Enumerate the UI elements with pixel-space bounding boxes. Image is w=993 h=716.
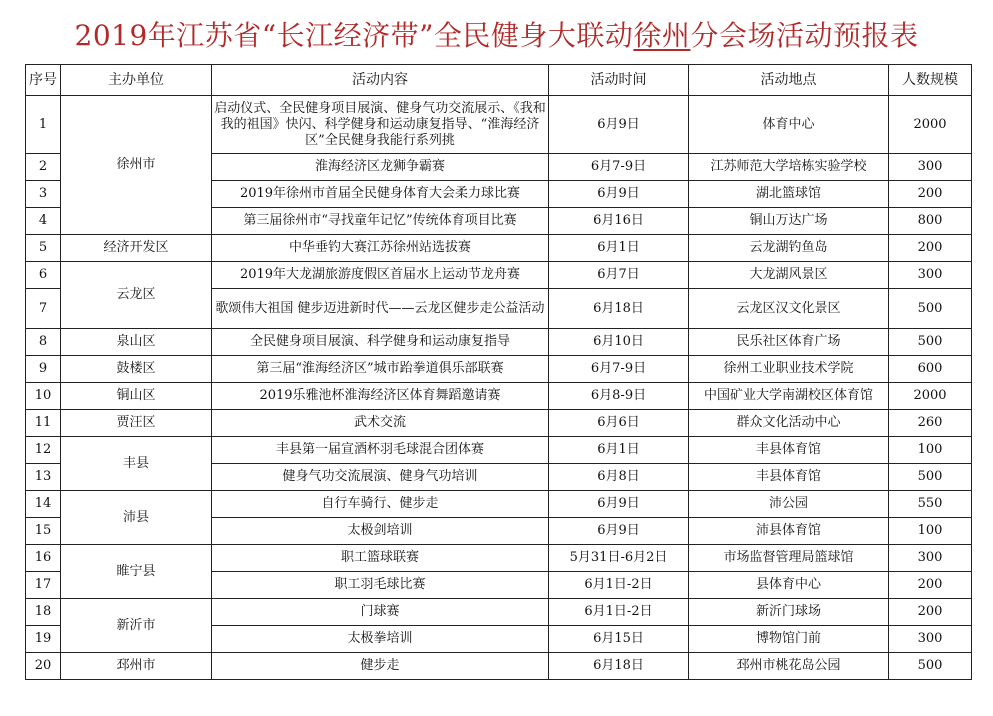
row-no: 6: [26, 262, 61, 289]
row-time: 6月18日: [549, 653, 689, 680]
row-no: 10: [26, 383, 61, 410]
row-content: 职工羽毛球比赛: [212, 572, 549, 599]
row-place: 大龙湖风景区: [689, 262, 889, 289]
row-place: 云龙湖钓鱼岛: [689, 235, 889, 262]
row-content: 门球赛: [212, 599, 549, 626]
row-size: 300: [889, 545, 972, 572]
row-content: 淮海经济区龙狮争霸赛: [212, 154, 549, 181]
row-place: 博物馆门前: [689, 626, 889, 653]
row-time: 6月1日-2日: [549, 572, 689, 599]
page-title: 2019年江苏省“长江经济带”全民健身大联动徐州分会场活动预报表: [74, 19, 919, 52]
host-cell: 鼓楼区: [61, 356, 212, 383]
row-time: 6月10日: [549, 329, 689, 356]
row-size: 2000: [889, 96, 972, 154]
row-content: 职工篮球联赛: [212, 545, 549, 572]
table-row: [26, 653, 972, 680]
row-time: 6月7日: [549, 262, 689, 289]
row-content: 第三届徐州市“寻找童年记忆”传统体育项目比赛: [212, 208, 549, 235]
host-cell: 泉山区: [61, 329, 212, 356]
row-size: 100: [889, 518, 972, 545]
row-time: 6月15日: [549, 626, 689, 653]
row-no: 16: [26, 545, 61, 572]
row-no: 11: [26, 410, 61, 437]
row-content: 中华垂钓大赛江苏徐州站选拔赛: [212, 235, 549, 262]
table-row: [26, 383, 972, 410]
row-time: 6月7-9日: [549, 154, 689, 181]
row-no: 1: [26, 96, 61, 154]
row-place: 丰县体育馆: [689, 464, 889, 491]
header-host: 主办单位: [61, 65, 212, 96]
row-time: 6月16日: [549, 208, 689, 235]
row-no: 18: [26, 599, 61, 626]
host-cell: 云龙区: [61, 262, 212, 329]
row-size: 200: [889, 181, 972, 208]
row-size: 550: [889, 491, 972, 518]
row-no: 19: [26, 626, 61, 653]
host-cell: 睢宁县: [61, 545, 212, 599]
row-no: 7: [26, 289, 61, 329]
header-size: 人数规模: [889, 65, 972, 96]
row-place: 县体育中心: [689, 572, 889, 599]
row-place: 沛县体育馆: [689, 518, 889, 545]
row-place: 体育中心: [689, 96, 889, 154]
row-no: 20: [26, 653, 61, 680]
row-no: 2: [26, 154, 61, 181]
table-row: [26, 329, 972, 356]
header-row: [26, 65, 972, 96]
row-time: 6月6日: [549, 410, 689, 437]
row-no: 4: [26, 208, 61, 235]
row-place: 江苏师范大学培栋实验学校: [689, 154, 889, 181]
row-time: 6月9日: [549, 491, 689, 518]
table-row: [26, 356, 972, 383]
row-no: 12: [26, 437, 61, 464]
row-size: 500: [889, 329, 972, 356]
row-no: 14: [26, 491, 61, 518]
header-time: 活动时间: [549, 65, 689, 96]
host-cell: 沛县: [61, 491, 212, 545]
row-size: 100: [889, 437, 972, 464]
table-row: [26, 599, 972, 626]
host-cell: 铜山区: [61, 383, 212, 410]
row-place: 铜山万达广场: [689, 208, 889, 235]
table-row: [26, 491, 972, 518]
header-place: 活动地点: [689, 65, 889, 96]
row-content: 健步走: [212, 653, 549, 680]
activity-table: [25, 64, 972, 680]
row-content: 2019年徐州市首届全民健身体育大会柔力球比赛: [212, 181, 549, 208]
row-size: 300: [889, 154, 972, 181]
row-time: 6月18日: [549, 289, 689, 329]
row-size: 600: [889, 356, 972, 383]
row-content: 全民健身项目展演、科学健身和运动康复指导: [212, 329, 549, 356]
host-cell: 邳州市: [61, 653, 212, 680]
row-time: 6月8日: [549, 464, 689, 491]
row-no: 5: [26, 235, 61, 262]
row-content: 歌颂伟大祖国 健步迈进新时代——云龙区健步走公益活动: [212, 289, 549, 329]
row-size: 260: [889, 410, 972, 437]
row-no: 9: [26, 356, 61, 383]
table-row: [26, 410, 972, 437]
host-cell: 贾汪区: [61, 410, 212, 437]
row-time: 6月9日: [549, 181, 689, 208]
row-size: 200: [889, 572, 972, 599]
row-time: 5月31日-6月2日: [549, 545, 689, 572]
row-place: 沛公园: [689, 491, 889, 518]
row-time: 6月1日: [549, 235, 689, 262]
row-time: 6月7-9日: [549, 356, 689, 383]
table-row: [26, 437, 972, 464]
header-no: 序号: [26, 65, 61, 96]
row-time: 6月9日: [549, 518, 689, 545]
row-place: 湖北篮球馆: [689, 181, 889, 208]
row-size: 200: [889, 599, 972, 626]
table-row: [26, 262, 972, 289]
table-row: [26, 235, 972, 262]
row-size: 500: [889, 653, 972, 680]
row-content: 太极剑培训: [212, 518, 549, 545]
row-content: 启动仪式、全民健身项目展演、健身气功交流展示、《我和我的祖国》快闪、科学健身和运动康复指导、“淮海经济区”全民健身我能行系列挑: [212, 96, 549, 154]
row-size: 300: [889, 626, 972, 653]
row-no: 3: [26, 181, 61, 208]
row-content: 武术交流: [212, 410, 549, 437]
row-place: 徐州工业职业技术学院: [689, 356, 889, 383]
row-content: 自行车骑行、健步走: [212, 491, 549, 518]
row-content: 健身气功交流展演、健身气功培训: [212, 464, 549, 491]
row-place: 邳州市桃花岛公园: [689, 653, 889, 680]
table-row: [26, 96, 972, 154]
row-no: 13: [26, 464, 61, 491]
row-time: 6月8-9日: [549, 383, 689, 410]
row-place: 民乐社区体育广场: [689, 329, 889, 356]
row-content: 2019年大龙湖旅游度假区首届水上运动节龙舟赛: [212, 262, 549, 289]
host-cell: 徐州市: [61, 96, 212, 235]
row-time: 6月9日: [549, 96, 689, 154]
row-size: 300: [889, 262, 972, 289]
row-time: 6月1日-2日: [549, 599, 689, 626]
row-time: 6月1日: [549, 437, 689, 464]
row-no: 15: [26, 518, 61, 545]
row-place: 新沂门球场: [689, 599, 889, 626]
header-content: 活动内容: [212, 65, 549, 96]
host-cell: 经济开发区: [61, 235, 212, 262]
row-place: 中国矿业大学南湖校区体育馆: [689, 383, 889, 410]
row-content: 丰县第一届宣酒杯羽毛球混合团体赛: [212, 437, 549, 464]
row-size: 500: [889, 464, 972, 491]
row-place: 丰县体育馆: [689, 437, 889, 464]
row-place: 群众文化活动中心: [689, 410, 889, 437]
host-cell: 新沂市: [61, 599, 212, 653]
row-content: 2019乐雅池杯淮海经济区体育舞蹈邀请赛: [212, 383, 549, 410]
table-row: [26, 545, 972, 572]
row-content: 太极拳培训: [212, 626, 549, 653]
row-place: 市场监督管理局篮球馆: [689, 545, 889, 572]
row-place: 云龙区汉文化景区: [689, 289, 889, 329]
row-content: 第三届“淮海经济区”城市跆拳道俱乐部联赛: [212, 356, 549, 383]
row-no: 17: [26, 572, 61, 599]
row-size: 800: [889, 208, 972, 235]
row-no: 8: [26, 329, 61, 356]
row-size: 2000: [889, 383, 972, 410]
row-size: 200: [889, 235, 972, 262]
host-cell: 丰县: [61, 437, 212, 491]
row-size: 500: [889, 289, 972, 329]
